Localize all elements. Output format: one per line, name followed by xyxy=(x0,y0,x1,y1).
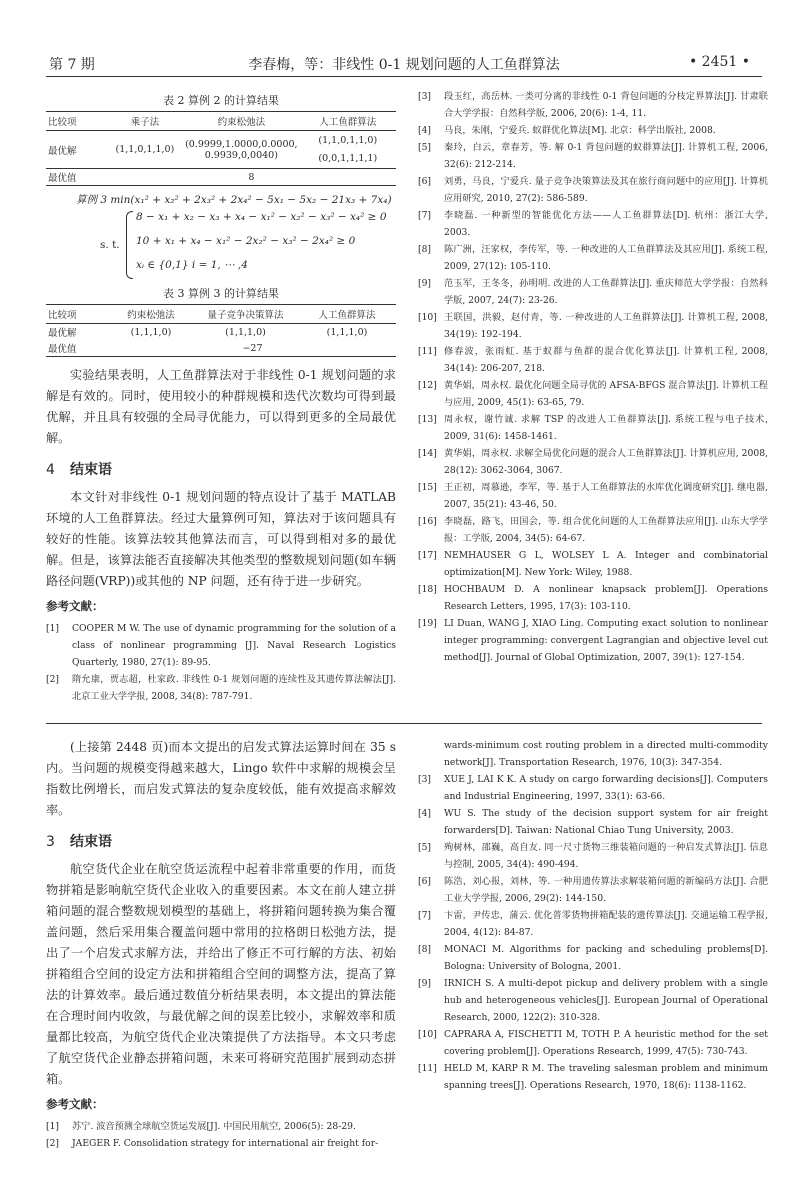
reference-number: [5] xyxy=(418,142,432,153)
table-header-cell: 约束松弛法 xyxy=(109,305,193,324)
section-number: 3 xyxy=(46,834,55,850)
reference-item xyxy=(418,377,768,411)
bottom-left-column xyxy=(46,737,396,1152)
reference-text: 王正初，周慕逊，李军，等. 基于人工鱼群算法的水库优化调度研究[J]. 继电器, 2007, 35(21): 43-46, 50. xyxy=(444,482,768,510)
reference-text: 隋允康，贾志超，杜家政. 非线性 0-1 规划问题的连续性及其遗传算法解法[J]. 北京工业大学学报, 2008, 34(8): 787-791. xyxy=(72,674,396,702)
reference-number: [2] xyxy=(46,674,60,685)
reference-text: HOCHBAUM D. A nonlinear knapsack problem[J]. Operations Research Letters, 1995, 17(3): 103-110. xyxy=(444,584,768,612)
reference-number: [14] xyxy=(418,448,437,459)
reference-text: 马良，朱刚，宁爱兵. 蚁群优化算法[M]. 北京：科学出版社, 2008. xyxy=(444,125,716,136)
reference-text: 王联国，洪毅，赵付青，等. 一种改进的人工鱼群算法[J]. 计算机工程, 2008, 34(19): 192-194. xyxy=(444,312,768,340)
reference-number: [4] xyxy=(418,125,432,136)
table-cell: (0.9999,1.0000,0.0000, 0.9939,0,0040) xyxy=(185,138,298,161)
reference-text: 卞雷，尹传忠，蒲云. 优化普零货物拼箱配装的遗传算法[J]. 交通运输工程学报, 2004, 4(12): 84-87. xyxy=(444,910,768,938)
table-cell: 最优值 xyxy=(46,169,107,186)
reference-text: 殉树林，邵巍，高自友. 同一尺寸货物三维装箱问题的一种启发式算法[J]. 信息与控制, 2005, 34(4): 490-494. xyxy=(444,842,768,870)
table-header-cell: 约束松弛法 xyxy=(183,112,300,131)
table-row xyxy=(46,169,396,186)
reference-item xyxy=(418,122,768,139)
reference-text: 范玉军，王冬冬，孙明明. 改进的人工鱼群算法[J]. 重庆师范大学学报：自然科学版, 2007, 24(7): 23-26. xyxy=(444,278,768,306)
reference-number: [7] xyxy=(418,210,432,221)
reference-item xyxy=(418,139,768,173)
bottom-right-column xyxy=(418,737,768,1094)
reference-number: [5] xyxy=(418,842,432,853)
reference-item xyxy=(418,411,768,445)
table-row xyxy=(46,131,396,148)
reference-item xyxy=(418,207,768,241)
table2 xyxy=(46,111,396,186)
reference-text: LI Duan, WANG J, XIAO Ling. Computing exact solution to nonlinear integer programming: convergent Lagrangian and objective level cut method[J]. Journal of Global Optimization, 2007, 39(1): 127-154. xyxy=(444,618,768,663)
header-rule xyxy=(46,76,762,77)
reference-number: [6] xyxy=(418,176,432,187)
table-cell: (1,1,1,0) xyxy=(326,326,368,338)
reference-number: [12] xyxy=(418,380,437,391)
table-cell: (1,1,0,1,1,0) xyxy=(318,135,378,146)
reference-number: [15] xyxy=(418,482,437,493)
reference-list xyxy=(418,88,768,666)
constraint-3: xᵢ ∈ {0,1} i = 1, ⋯ ,4 xyxy=(136,259,248,271)
reference-item xyxy=(418,941,768,975)
table-header-cell: 人工鱼群算法 xyxy=(300,112,396,131)
reference-number: [3] xyxy=(418,774,432,785)
conclusion-paragraph: 本文针对非线性 0-1 规划问题的特点设计了基于 MATLAB 环境的人工鱼群算法。经过大量算例可知，算法对于该问题具有较好的性能。该算法较其他算法而言，可以得到相对多的最优解。但是，该算法能否直接解决其他类型的整数规划问题(如车辆路径问题(VRP))或其他的 NP 问题，还有待于进一步研究。 xyxy=(46,490,396,588)
reference-item xyxy=(418,839,768,873)
reference-text: IRNICH S. A multi-depot pickup and delivery problem with a single hub and heterogeneous vehicles[J]. European Journal of Operational Research, 2000, 122(2): 310-328. xyxy=(444,978,768,1023)
example3-constraints xyxy=(46,209,396,281)
section-heading xyxy=(46,831,396,851)
reference-item xyxy=(418,547,768,581)
reference-item xyxy=(418,275,768,309)
table-row xyxy=(46,324,396,341)
conclusion-paragraph: 航空货代企业在航空货运流程中起着非常重要的作用，而货物拼箱是影响航空货代企业收入的重要因素。本文在前人建立拼箱问题的混合整数规划模型的基础上，将拼箱问题转换为集合覆盖问题，然后采用集合覆盖问题中常用的拉格朗日松弛方法，提出了一个启发式求解方法，并给出了修正不可行解的方法、初始拼箱组合空间的设定方法和拼箱组合空间的调整方法，提高了算法的计算效率。最后通过数值分析结果表明，本文提出的算法能在合理时间内收敛，与最优解之间的误差比较小，求解效率和质量都比较高，为航空货代企业决策提供了方法指导。本文只考虑了航空货代企业静态拼箱问题，未来可将研究范围扩展到动态拼箱。 xyxy=(46,862,396,1086)
reference-item xyxy=(418,615,768,666)
continued-paragraph: (上接第 2448 页)而本文提出的启发式算法运算时间在 35 s 内。当问题的规模变得越来越大，Lingo 软件中求解的规模会呈指数比例增长，而启发式算法的复杂度较低，能有效提高求解效率。 xyxy=(46,740,396,817)
reference-item xyxy=(418,445,768,479)
reference-number: [17] xyxy=(418,550,437,561)
table-header-cell: 人工鱼群算法 xyxy=(298,305,396,324)
table-header-cell: 比较项 xyxy=(46,305,109,324)
reference-item xyxy=(418,173,768,207)
reference-number: [9] xyxy=(418,978,432,989)
reference-text: CAPRARA A, FISCHETTI M, TOTH P. A heuristic method for the set covering problem[J]. Operations Research, 1999, 47(5): 730-743. xyxy=(444,1029,768,1057)
table-cell: (1,1,1,0) xyxy=(130,326,172,338)
reference-number: [13] xyxy=(418,414,437,425)
reference-item xyxy=(418,581,768,615)
section-number: 4 xyxy=(46,462,55,478)
reference-item xyxy=(418,805,768,839)
reference-list xyxy=(418,737,768,1094)
reference-text: 黄华娟，周永权. 求解全局优化问题的混合人工鱼群算法[J]. 计算机应用, 2008, 28(12): 3062-3064, 3067. xyxy=(444,448,768,476)
reference-text: wards-minimum cost routing problem in a directed multi-commodity network[J]. Transportation Research, 1976, 10(3): 347-354. xyxy=(444,740,768,768)
table-cell: (0,0,1,1,1,1) xyxy=(318,153,378,164)
reference-text: 李晓磊. 一种新型的智能优化方法——人工鱼群算法[D]. 杭州：浙江大学, 2003. xyxy=(444,210,768,238)
reference-number: [7] xyxy=(418,910,432,921)
reference-text: COOPER M W. The use of dynamic programming for the solution of a class of nonlinear programming [J]. Naval Research Logistics Quarterly, 1980, 27(1): 89-95. xyxy=(72,623,396,668)
reference-text: 黄华娟，周永权. 最优化问题全局寻优的 AFSA-BFGS 混合算法[J]. 计算机工程与应用, 2009, 45(1): 63-65, 79. xyxy=(444,380,768,408)
table-cell: 最优值 xyxy=(46,340,109,357)
reference-text: 修春波，张雨虹. 基于蚁群与鱼群的混合优化算法[J]. 计算机工程, 2008, 34(14): 206-207, 218. xyxy=(444,346,768,374)
reference-number: [9] xyxy=(418,278,432,289)
constraint-2: 10 + x₁ + x₄ − x₁² − 2x₂² − x₃² − 2x₄² ≥ 0 xyxy=(136,235,356,247)
reference-number: [1] xyxy=(46,623,60,634)
table-cell: (1,1,1,0) xyxy=(225,326,266,338)
reference-number: [8] xyxy=(418,944,432,955)
section-heading xyxy=(46,459,396,479)
reference-item xyxy=(46,1135,396,1152)
example3-objective: 算例 3 min(x₁² + x₂² + 2x₃² + 2x₄² − 5x₁ − 5x₂ − 21x₃ + 7x₄) xyxy=(76,194,392,206)
running-title: 李春梅，等：非线性 0-1 规划问题的人工鱼群算法 xyxy=(248,57,560,73)
reference-number: [16] xyxy=(418,516,437,527)
table-row xyxy=(46,340,396,357)
reference-item xyxy=(46,620,396,671)
reference-text: 李晓磊，路飞，田国会，等. 组合优化问题的人工鱼群算法应用[J]. 山东大学学报：工学版, 2004, 34(5): 64-67. xyxy=(444,516,768,544)
reference-item xyxy=(418,309,768,343)
reference-number: [4] xyxy=(418,808,432,819)
table-cell: 8 xyxy=(107,169,396,186)
reference-number: [6] xyxy=(418,876,432,887)
table-cell: 最优解 xyxy=(48,145,77,157)
reference-text: 陈浩，刘心报，刘林，等. 一种用遗传算法求解装箱问题的新编码方法[J]. 合肥工业大学学报, 2006, 29(2): 144-150. xyxy=(444,876,768,904)
reference-item xyxy=(46,1118,396,1135)
reference-item xyxy=(418,771,768,805)
reference-number: [18] xyxy=(418,584,437,595)
page-number: • 2451 • xyxy=(688,54,750,70)
page-header xyxy=(0,0,808,78)
reference-text: 段玉红，高岳林. 一类可分离的非线性 0-1 背包问题的分枝定界算法[J]. 甘肃联合大学学报：自然科学版, 2006, 20(6): 1-4, 11. xyxy=(444,91,768,119)
reference-item xyxy=(418,513,768,547)
reference-text: 周永权，谢竹诚. 求解 TSP 的改进人工鱼群算法[J]. 系统工程与电子技术, 2009, 31(6): 1458-1461. xyxy=(444,414,768,442)
table-cell: −27 xyxy=(109,340,396,357)
reference-item xyxy=(418,873,768,907)
table3 xyxy=(46,304,396,357)
table2-header-row xyxy=(46,112,396,131)
table-header-cell: 比较项 xyxy=(46,112,107,131)
reference-item xyxy=(418,1060,768,1094)
table3-caption: 表 3 算例 3 的计算结果 xyxy=(163,287,279,300)
reference-text: NEMHAUSER G L, WOLSEY L A. Integer and combinatorial optimization[M]. New York: Wiley, 1988. xyxy=(444,550,768,578)
reference-item xyxy=(418,907,768,941)
reference-number: [11] xyxy=(418,346,437,357)
reference-text: MONACI M. Algorithms for packing and scheduling problems[D]. Bologna: University of Bologna, 2001. xyxy=(444,944,768,972)
constraint-1: 8 − x₁ + x₂ − x₃ + x₄ − x₁² − x₂² − x₃² − x₄² ≥ 0 xyxy=(136,211,387,223)
reference-item xyxy=(46,671,396,705)
references-heading: 参考文献： xyxy=(46,599,104,613)
table-cell: (1,1,0,1,1,0) xyxy=(115,144,175,155)
subject-to-label: s. t. xyxy=(100,239,120,251)
references-heading: 参考文献： xyxy=(46,1097,104,1111)
reference-item xyxy=(418,241,768,275)
reference-item xyxy=(418,975,768,1026)
table2-caption: 表 2 算例 2 的计算结果 xyxy=(163,94,279,107)
reference-text: 陈广洲，汪家权，李传军，等. 一种改进的人工鱼群算法及其应用[J]. 系统工程, 2009, 27(12): 105-110. xyxy=(444,244,768,272)
reference-number: [10] xyxy=(418,312,437,323)
reference-number: [2] xyxy=(46,1138,60,1149)
reference-text: 秦玲，白云，章春芳，等. 解 0-1 背包问题的蚁群算法[J]. 计算机工程, 2006, 32(6): 212-214. xyxy=(444,142,768,170)
reference-item xyxy=(418,479,768,513)
top-left-column xyxy=(46,88,396,705)
reference-text: WU S. The study of the decision support system for air freight forwarders[D]. Taiwan: National Chiao Tung University, 2003. xyxy=(444,808,768,836)
reference-text: JAEGER F. Consolidation strategy for international air freight for- xyxy=(72,1138,379,1149)
table-header-cell: 量子竞争决策算法 xyxy=(193,305,298,324)
reference-list xyxy=(46,620,396,705)
reference-item xyxy=(418,343,768,377)
reference-number: [8] xyxy=(418,244,432,255)
reference-item xyxy=(418,1026,768,1060)
reference-text: 苏宁. 波音预测全球航空货运发展[J]. 中国民用航空, 2006(5): 28-29. xyxy=(72,1121,356,1132)
results-paragraph: 实验结果表明，人工鱼群算法对于非线性 0-1 规划问题的求解是有效的。同时，使用较小的种群规模和迭代次数均可得到最优解，并且具有较强的全局寻优能力，可以得到更多的全局最优解。 xyxy=(46,368,396,445)
reference-number: [10] xyxy=(418,1029,437,1040)
reference-number: [19] xyxy=(418,618,437,629)
constraint-brace xyxy=(126,211,133,279)
table-cell: 最优解 xyxy=(48,328,77,339)
reference-list xyxy=(46,1118,396,1152)
reference-item xyxy=(418,737,768,771)
section-title: 结束语 xyxy=(70,834,112,850)
reference-number: [11] xyxy=(418,1063,437,1074)
issue-number: 第 7 期 xyxy=(49,57,95,73)
reference-text: 刘勇，马良，宁爱兵. 量子竞争决策算法及其在旅行商问题中的应用[J]. 计算机应用研究, 2010, 27(2): 586-589. xyxy=(444,176,768,204)
table-header-cell: 乘子法 xyxy=(107,112,183,131)
table3-header-row xyxy=(46,305,396,324)
reference-item xyxy=(418,88,768,122)
section-title: 结束语 xyxy=(70,462,112,478)
reference-text: HELD M, KARP R M. The traveling salesman problem and minimum spanning trees[J]. Operations Research, 1970, 18(6): 1138-1162. xyxy=(444,1063,768,1091)
reference-text: XUE J, LAI K K. A study on cargo forwarding decisions[J]. Computers and Industrial Engineering, 1997, 33(1): 63-66. xyxy=(444,774,768,802)
reference-number: [3] xyxy=(418,91,432,102)
top-right-column xyxy=(418,88,768,666)
article-divider xyxy=(46,723,762,724)
reference-number: [1] xyxy=(46,1121,60,1132)
